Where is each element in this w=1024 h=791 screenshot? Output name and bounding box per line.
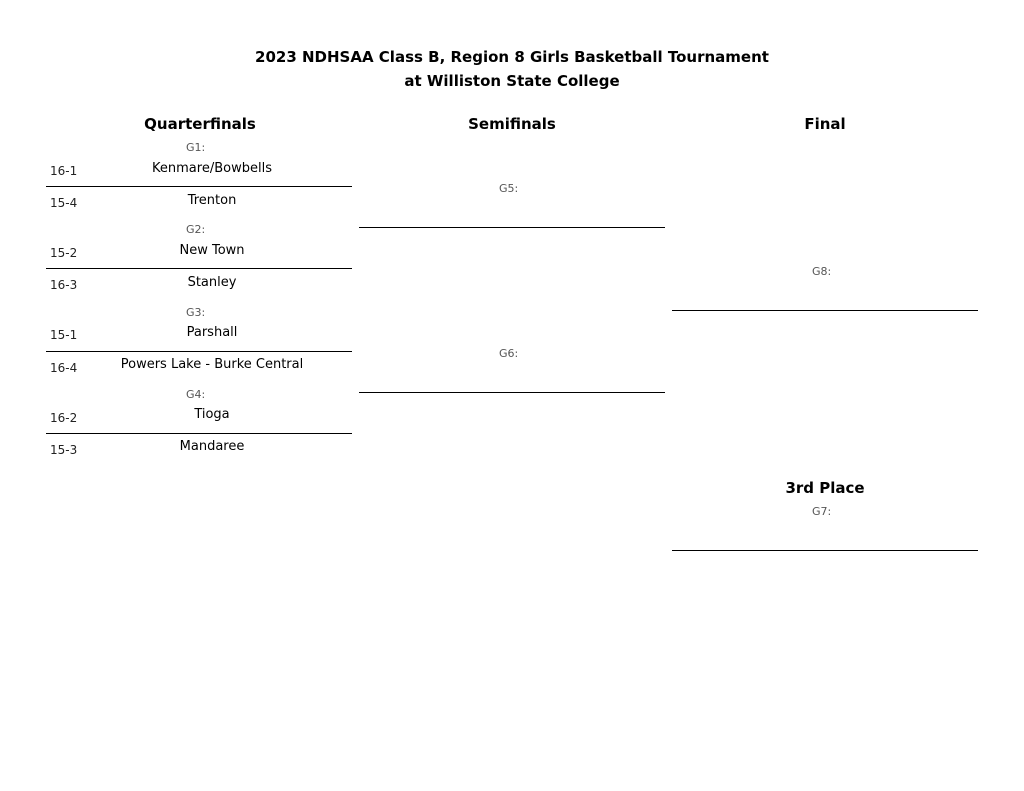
seed-label: 16-1 <box>50 164 78 178</box>
team-name: Powers Lake - Burke Central <box>120 357 304 372</box>
bracket-line-g3 <box>46 351 352 352</box>
seed-label: 16-4 <box>50 361 78 375</box>
game-label-g5: G5: <box>499 182 519 195</box>
bracket-line-g5 <box>359 227 665 228</box>
final-heading: Final <box>804 115 846 133</box>
bracket-line-g1 <box>46 186 352 187</box>
team-name: Stanley <box>187 275 237 290</box>
team-name: Trenton <box>187 193 237 208</box>
bracket-line-g8 <box>672 310 978 311</box>
tournament-venue: at Williston State College <box>404 72 620 90</box>
game-label-g7: G7: <box>812 505 832 518</box>
seed-label: 16-3 <box>50 278 78 292</box>
team-name: New Town <box>179 243 245 258</box>
team-name: Kenmare/Bowbells <box>152 161 272 176</box>
quarterfinals-heading: Quarterfinals <box>144 115 256 133</box>
game-label-g1: G1: <box>186 141 206 154</box>
bracket-line-g6 <box>359 392 665 393</box>
seed-label: 16-2 <box>50 411 78 425</box>
seed-label: 15-4 <box>50 196 78 210</box>
team-name: Tioga <box>194 407 230 422</box>
game-label-g4: G4: <box>186 388 206 401</box>
game-label-g6: G6: <box>499 347 519 360</box>
third-place-heading: 3rd Place <box>785 479 865 497</box>
game-label-g8: G8: <box>812 265 832 278</box>
bracket-line-g4 <box>46 433 352 434</box>
team-name: Mandaree <box>179 439 245 454</box>
game-label-g2: G2: <box>186 223 206 236</box>
seed-label: 15-1 <box>50 328 78 342</box>
tournament-title: 2023 NDHSAA Class B, Region 8 Girls Basketball Tournament <box>255 48 769 66</box>
semifinals-heading: Semifinals <box>468 115 556 133</box>
game-label-g3: G3: <box>186 306 206 319</box>
team-name: Parshall <box>186 325 238 340</box>
bracket-line-g2 <box>46 268 352 269</box>
bracket-line-g7 <box>672 550 978 551</box>
seed-label: 15-3 <box>50 443 78 457</box>
seed-label: 15-2 <box>50 246 78 260</box>
